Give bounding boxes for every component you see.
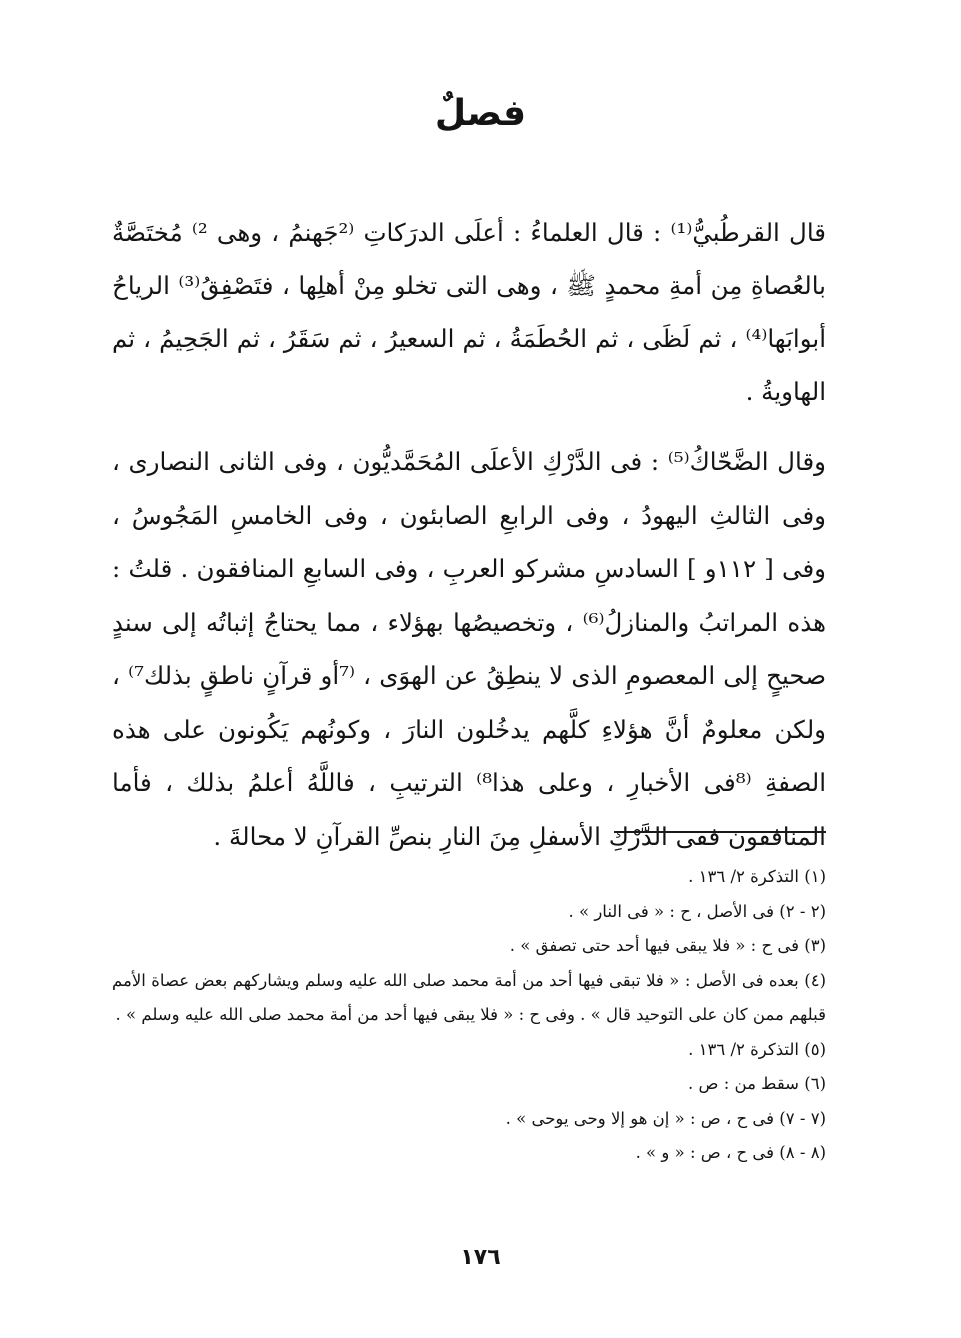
footnote-3: (٣) فى ح : « فلا يبقى فيها أحد حتى تصفق » . [509, 936, 826, 955]
footnote-separator [614, 831, 826, 833]
main-text [112, 206, 826, 863]
footnote-6: (٦) سقط من : ص . [688, 1074, 826, 1093]
page-number: ١٧٦ [460, 1245, 501, 1270]
footnote-7: (٧ - ٧) فى ح ، ص : « إن هو إلا وحى يوحى » . [505, 1108, 826, 1128]
footnote-5: (٥) التذكرة ٢/ ١٣٦ . [688, 1039, 826, 1059]
paragraph-1: قال القرطُبيُّ⁽¹⁾ : قال العلماءُ : أعلَى الدرَكاتِ ⁽²جَهنمُ ، وهى ²⁾ مُختَصَّةٌ بالعُصاةِ مِن أمةِ محمدٍ ﷺ ، وهى التى تخلو مِنْ أهلِها ، فتَصْفِقُ⁽³⁾ الرياحُ أبوابَها⁽⁴⁾ ، ثم لَظَى ، ثم الحُطَمَةُ ، ثم السعيرُ ، ثم سَقَرُ ، ثم الجَحِيمُ ، ثم الهاويةُ . [112, 218, 826, 406]
paragraph-2: وقال الضَّحّاكُ⁽⁵⁾ : فى الدَّرْكِ الأعلَى المُحَمَّديُّون ، وفى الثانى النصارى ، وفى الثالثِ اليهودُ ، وفى الرابعِ الصابئون ، وفى الخامسِ المَجُوسُ ، وفى [ ١١٢و ] السادسِ مشركو العربِ ، وفى السابعِ المنافقون . قلتُ : هذه المراتبُ والمنازلُ⁽⁶⁾ ، وتخصيصُها بهؤلاء ، مما يحتاجُ إثباتُه إلى سندٍ صحيحٍ إلى المعصومِ الذى لا ينطِقُ عن الهوَى ، ⁽⁷أو قرآنٍ ناطقٍ بذلك⁷⁾ ، ولكن معلومٌ أنَّ هؤلاءِ كلَّهم يدخُلون النارَ ، وكونُهم يَكُونون على هذه الصفةِ ⁽⁸فى الأخبارِ ، وعلى هذا⁸⁾ الترتيبِ ، فاللَّهُ أعلمُ بذلك ، فأما المنافقون ففى الدَّرْكِ الأسفلِ مِنَ النارِ بنصِّ القرآنِ لا محالةَ . [112, 447, 827, 851]
footnote-2: (٢ - ٢) فى الأصل ، ح : « فى النار » . [568, 901, 826, 921]
footnote-8: (٨ - ٨) فى ح ، ص : « و » . [635, 1143, 826, 1162]
footnotes [112, 860, 826, 1171]
footnote-4: (٤) بعده فى الأصل : « فلا تبقى فيها أحد من أمة محمد صلى الله عليه وسلم ويشاركهم بعض عصاة الأمم قبلهم ممن كان على التوحيد قال » . وفى ح : « فلا يبقى فيها أحد من أمة محمد صلى الله عليه وسلم » . [112, 970, 826, 1024]
footnote-1: (١) التذكرة ٢/ ١٣٦ . [688, 867, 826, 886]
page-title: فصلٌ [434, 93, 527, 134]
